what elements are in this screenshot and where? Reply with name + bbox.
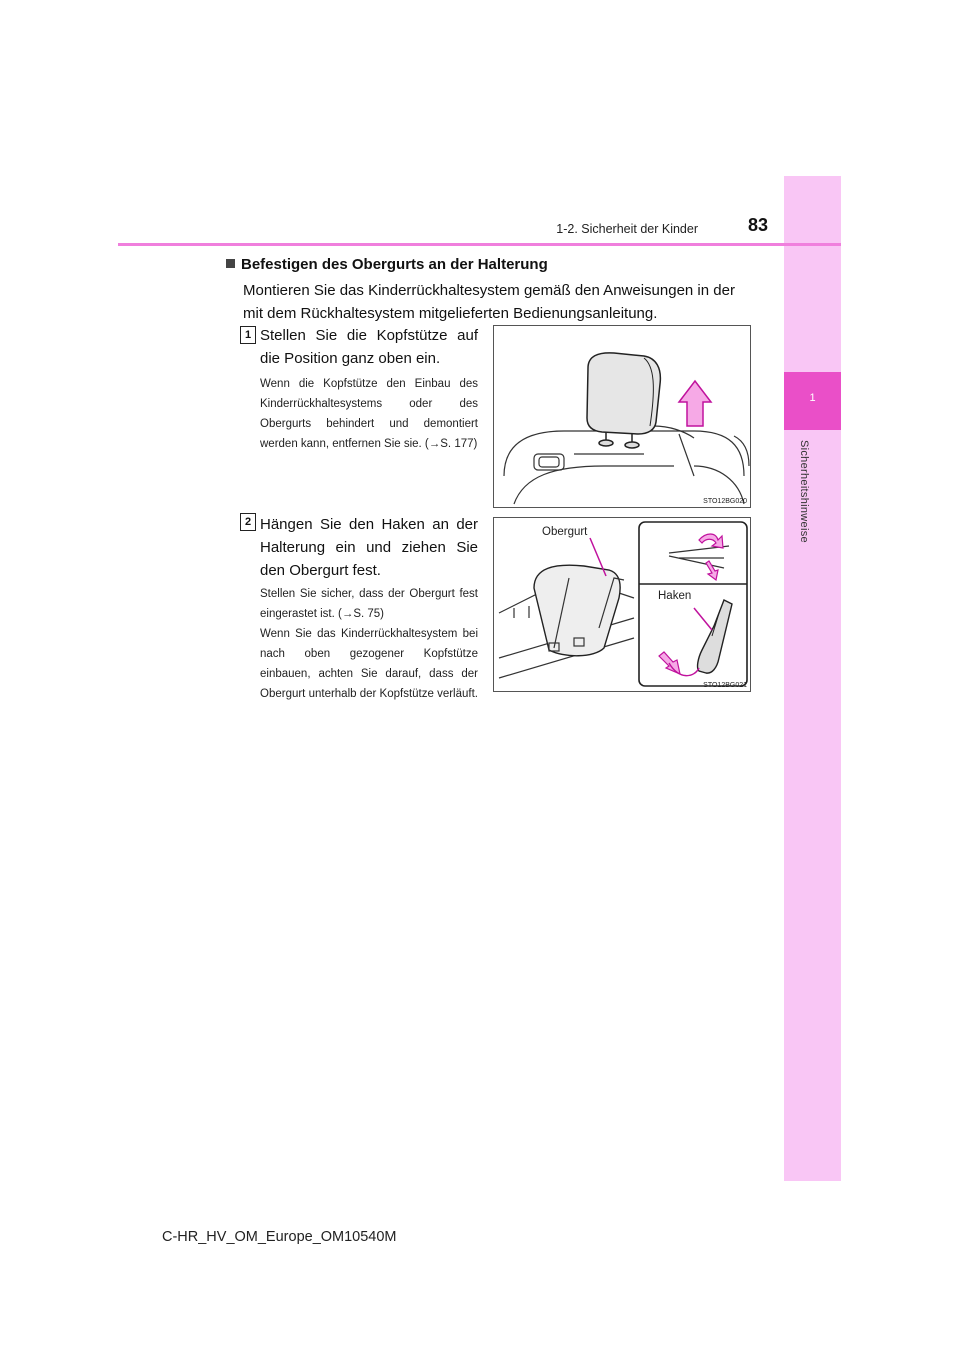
step-2-note-2: Wenn Sie das Kinderrückhaltesystem bei nach oben gezogener Kopfstütze einbauen, achten Sie darauf, dass der Obergurt unterhalb der Kopfstütze verläuft. [260,628,478,700]
step-2-title: Hängen Sie den Haken an der Halterung ein und ziehen Sie den Obergurt fest. [260,516,478,579]
step-2-note-1: Stellen Sie sicher, dass der Obergurt fest eingerastet ist. (→S. 75) [260,588,478,620]
section-heading [226,256,548,273]
figure-top-tether [493,517,751,692]
step-number-1: 1 [240,326,256,344]
document-code: C-HR_HV_OM_Europe_OM10540M [162,1229,397,1245]
headrest-illustration [494,326,750,507]
top-tether-illustration [494,518,750,691]
step-1-note: Wenn die Kopfstütze den Einbau des Kinderrückhaltesystems oder des Obergurts behindert und demontiert werden kann, entfernen Sie sie. (→S. 177) [260,378,478,450]
side-index-strip [784,176,841,1181]
figure-code: STO12BG021 [703,682,747,689]
section-heading-text: Befestigen des Obergurts an der Halterung [241,256,548,273]
intro-paragraph: Montieren Sie das Kinderrückhaltesystem gemäß den Anweisungen in der mit dem Rückhaltesystem mitgelieferten Bedienungsanleitung. [243,282,735,322]
callout-hook: Haken [658,590,692,602]
header-divider [118,243,841,246]
callout-top-tether: Obergurt [542,526,588,538]
chapter-tab-number: 1 [809,392,816,404]
figure-code: STO12BG020 [703,498,747,505]
step-number-2: 2 [240,513,256,531]
page-number: 83 [748,215,769,235]
chapter-tab-label: Sicherheitshinweise [798,440,810,543]
section-title: 1-2. Sicherheit der Kinder [556,222,698,236]
step-1-title: Stellen Sie die Kopfstütze auf die Position ganz oben ein. [260,327,478,367]
up-arrow-icon [679,381,711,426]
square-bullet-icon [226,259,235,268]
figure-headrest [493,325,751,508]
